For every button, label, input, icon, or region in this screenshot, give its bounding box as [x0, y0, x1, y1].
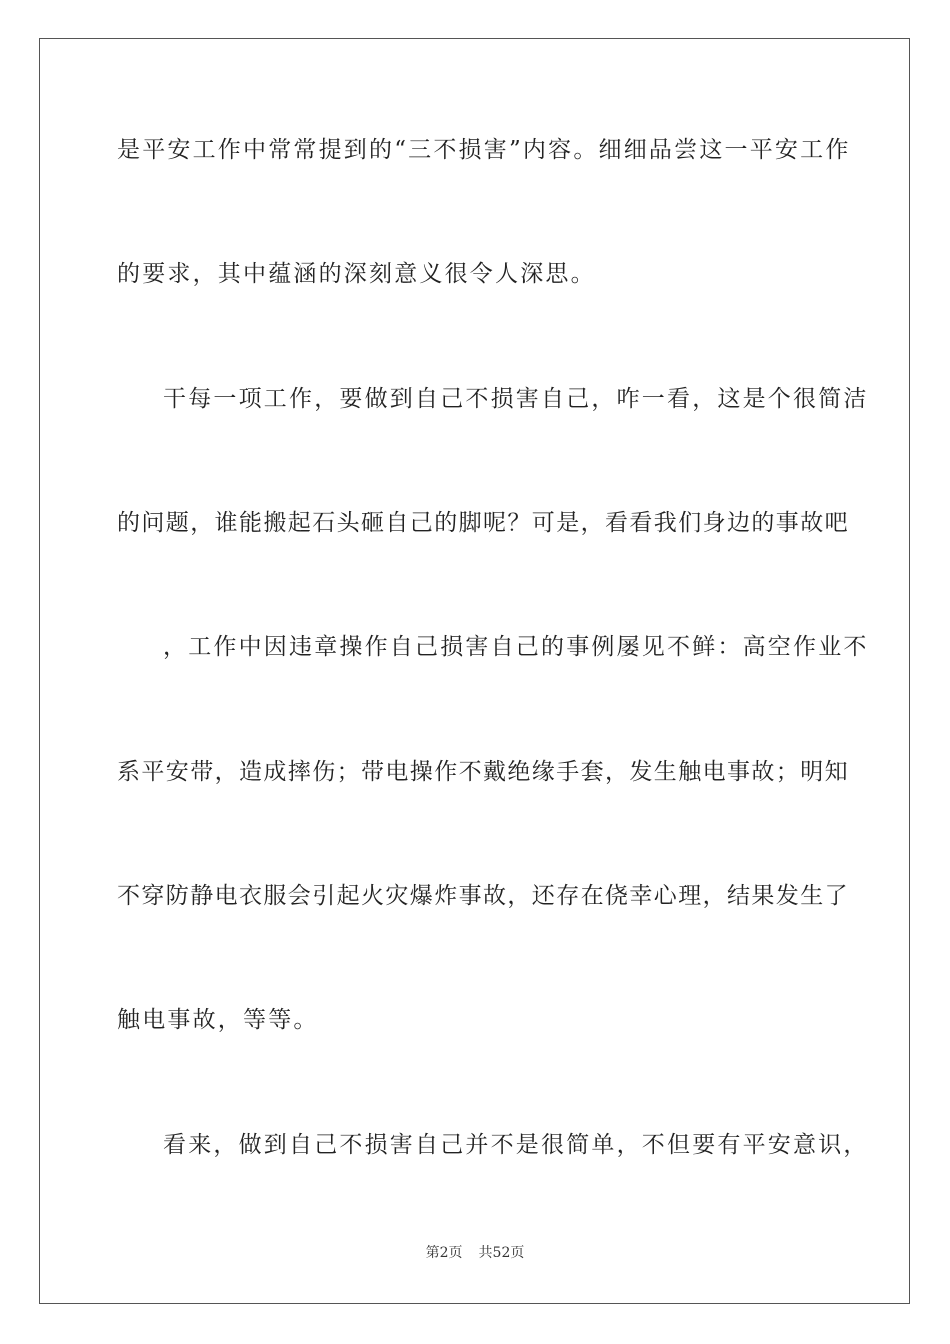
- text-line-4: 的问题，谁能搬起石头砸自己的脚呢？可是，看看我们身边的事故吧: [117, 510, 849, 536]
- text-line-8: 触电事故，等等。: [117, 1007, 319, 1033]
- text-line-3: 干每一项工作，要做到自己不损害自己，咋一看，这是个很简洁: [163, 386, 869, 412]
- text-line-5: ，工作中因违章操作自己损害自己的事例屡见不鲜：高空作业不: [163, 634, 869, 660]
- page-border: [39, 38, 910, 1304]
- page-number: 第2页: [425, 1245, 463, 1261]
- total-pages: 共52页: [478, 1245, 525, 1261]
- text-line-1: 是平安工作中常常提到的“三不损害”内容。细细品尝这一平安工作: [117, 137, 851, 163]
- text-line-2: 的要求，其中蕴涵的深刻意义很令人深思。: [117, 261, 596, 287]
- text-line-9: 看来，做到自己不损害自己并不是很简单，不但要有平安意识，: [163, 1132, 869, 1158]
- text-line-6: 系平安带，造成摔伤；带电操作不戴绝缘手套，发生触电事故；明知: [117, 759, 849, 785]
- page-footer: [0, 1244, 950, 1262]
- text-line-7: 不穿防静电衣服会引起火灾爆炸事故，还存在侥幸心理，结果发生了: [117, 883, 849, 909]
